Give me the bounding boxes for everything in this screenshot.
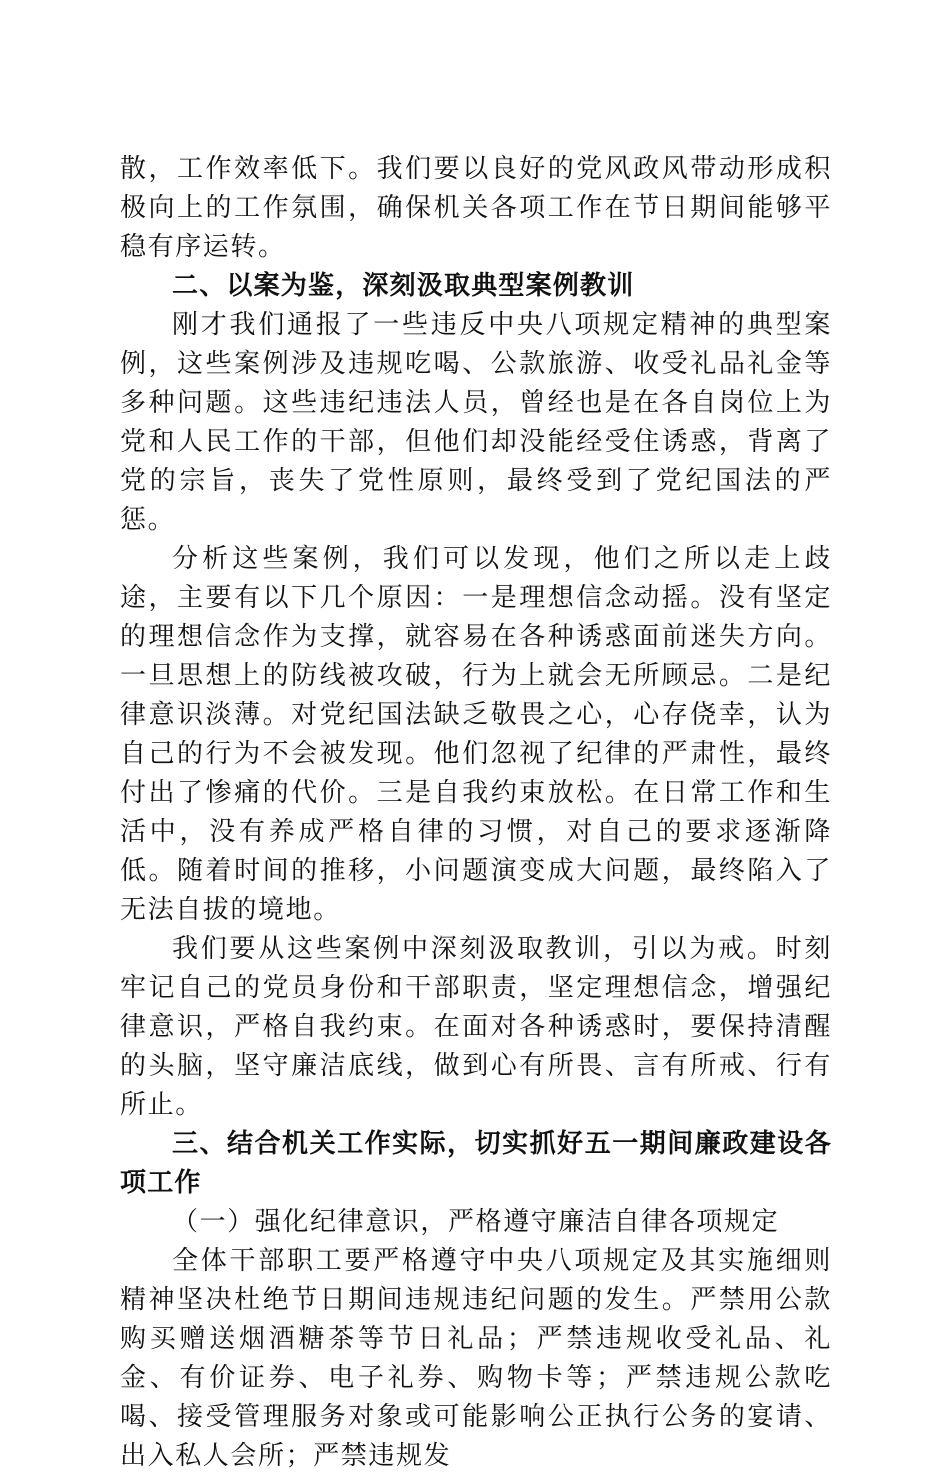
paragraph-continued: 散，工作效率低下。我们要以良好的党风政风带动形成积极向上的工作氛围，确保机关各项工作在节日期间能够平稳有序运转。 (120, 154, 832, 262)
paragraph-lessons: 我们要从这些案例中深刻汲取教训，引以为戒。时刻牢记自己的党员身份和干部职责，坚定理想信念，增强纪律意识，严格自我约束。在面对各种诱惑时，要保持清醒的头脑，坚守廉洁底线，做到心有所畏、言有所戒、行有所止。 (120, 934, 832, 1120)
section-heading-2: 二、以案为鉴，深刻汲取典型案例教训 (172, 271, 635, 301)
subsection-heading-1: （一）强化纪律意识，严格遵守廉洁自律各项规定 (172, 1207, 780, 1237)
section-heading-3: 三、结合机关工作实际，切实抓好五一期间廉政建设各项工作 (120, 1129, 832, 1198)
paragraph-discipline-rules: 全体干部职工要严格遵守中央八项规定及其实施细则精神坚决杜绝节日期间违规违纪问题的发生。严禁用公款购买赠送烟酒糖茶等节日礼品；严禁违规收受礼品、礼金、有价证券、电子礼券、购物卡等；严禁违规公款吃喝、接受管理服务对象或可能影响公正执行公务的宴请、出入私人会所；严禁违规发 (120, 1246, 832, 1471)
paragraph-case-analysis: 分析这些案例，我们可以发现，他们之所以走上歧途，主要有以下几个原因：一是理想信念动摇。没有坚定的理想信念作为支撑，就容易在各种诱惑面前迷失方向。一旦思想上的防线被攻破，行为上就会无所顾忌。二是纪律意识淡薄。对党纪国法缺乏敬畏之心，心存侥幸，认为自己的行为不会被发现。他们忽视了纪律的严肃性，最终付出了惨痛的代价。三是自我约束放松。在日常工作和生活中，没有养成严格自律的习惯，对自己的要求逐渐降低。随着时间的推移，小问题演变成大问题，最终陷入了无法自拔的境地。 (120, 544, 832, 925)
paragraph-case-report: 刚才我们通报了一些违反中央八项规定精神的典型案例，这些案例涉及违规吃喝、公款旅游、收受礼品礼金等多种问题。这些违纪违法人员，曾经也是在各自岗位上为党和人民工作的干部，但他们却没能经受住诱惑，背离了党的宗旨，丧失了党性原则，最终受到了党纪国法的严惩。 (120, 310, 832, 535)
document-page (120, 150, 832, 1476)
